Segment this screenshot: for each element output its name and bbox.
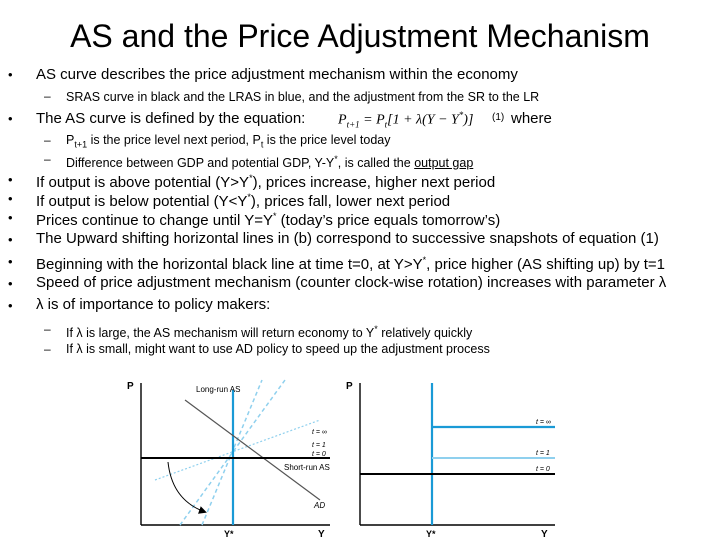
as-equation: $P_{t+1} = P_t[1 + \lambda(Y - Y^*)]$ — [338, 110, 474, 130]
sub-sras-lras: SRAS curve in black and the LRAS in blue, and the adjustment from the SR to the LR — [66, 90, 540, 104]
bullet-dot: • — [8, 172, 13, 187]
panel-a — [127, 380, 330, 540]
bullet-below-potential: If output is below potential (Y<Y*), prices fall, lower next period — [36, 192, 451, 210]
sras-label: Short-run AS — [284, 463, 330, 472]
equation-number: (1) — [492, 112, 505, 123]
t-inf-label-b: t = ∞ — [536, 419, 551, 426]
bullet-dot: • — [8, 298, 13, 313]
bullet-upward-shifting: The Upward shifting horizontal lines in (b) correspond to successive snapshots of equation (1) — [36, 230, 659, 247]
rotation-arrow — [168, 462, 205, 512]
sub-lambda-large: If λ is large, the AS mechanism will return economy to Y* relatively quickly — [66, 324, 473, 341]
panel-a-y-label: Y — [318, 529, 325, 540]
sub-dash: – — [44, 89, 51, 103]
t0-label-a: t = 0 — [312, 451, 326, 458]
panel-b-y-label: Y — [541, 529, 548, 540]
bullet-lambda: λ is of importance to policy makers: — [36, 296, 271, 313]
sub-output-gap: Difference between GDP and potential GDP, Y-Y*, is called the output gap — [66, 154, 474, 171]
bullet-dot: • — [8, 67, 13, 82]
ad-label: AD — [314, 501, 326, 510]
bullet-speed: Speed of price adjustment mechanism (counter clock-wise rotation) increases with parameter λ — [36, 274, 667, 291]
bullet-beginning: Beginning with the horizontal black line at time t=0, at Y>Y*, price higher (AS shifting up) by t=1 — [36, 255, 666, 273]
panel-b-ystar-label: Y* — [426, 529, 436, 539]
bullet-prices-change: Prices continue to change until Y=Y* (today’s price equals tomorrow’s) — [36, 211, 501, 229]
panel-a-p-label: P — [127, 381, 134, 392]
t-inf-label-a: t = ∞ — [312, 429, 327, 436]
bullet-dot: • — [8, 191, 13, 206]
bullet-above-potential: If output is above potential (Y>Y*), prices increase, higher next period — [36, 173, 496, 191]
panel-a-ystar-label: Y* — [224, 529, 234, 539]
t1-label-b: t = 1 — [536, 450, 550, 457]
lras-label: Long-run AS — [196, 385, 241, 394]
sub-dash: – — [44, 342, 51, 356]
ad-curve — [185, 400, 320, 500]
panel-b — [346, 381, 555, 540]
sub-price-level: $P_{t+1}$ is the price level next period, $P_t$ is the price level today — [66, 133, 391, 150]
sub-dash: – — [44, 133, 51, 147]
bullet-dot: • — [8, 276, 13, 291]
bullet-dot: • — [8, 111, 13, 126]
t1-label-a: t = 1 — [312, 442, 326, 449]
bullet-as-curve: AS curve describes the price adjustment mechanism within the economy — [36, 66, 518, 83]
panel-b-p-label: P — [346, 381, 353, 392]
bullet-dot: • — [8, 232, 13, 247]
bullet-dot: • — [8, 210, 13, 225]
sub-dash: – — [44, 152, 51, 166]
equation-intro: The AS curve is defined by the equation: — [36, 110, 306, 127]
page-title: AS and the Price Adjustment Mechanism — [70, 18, 650, 54]
sub-lambda-small: If λ is small, might want to use AD policy to speed up the adjustment process — [66, 342, 490, 356]
bullet-dot: • — [8, 254, 13, 269]
equation-where: where — [511, 110, 552, 127]
t0-label-b: t = 0 — [536, 466, 550, 473]
sub-dash: – — [44, 322, 51, 336]
